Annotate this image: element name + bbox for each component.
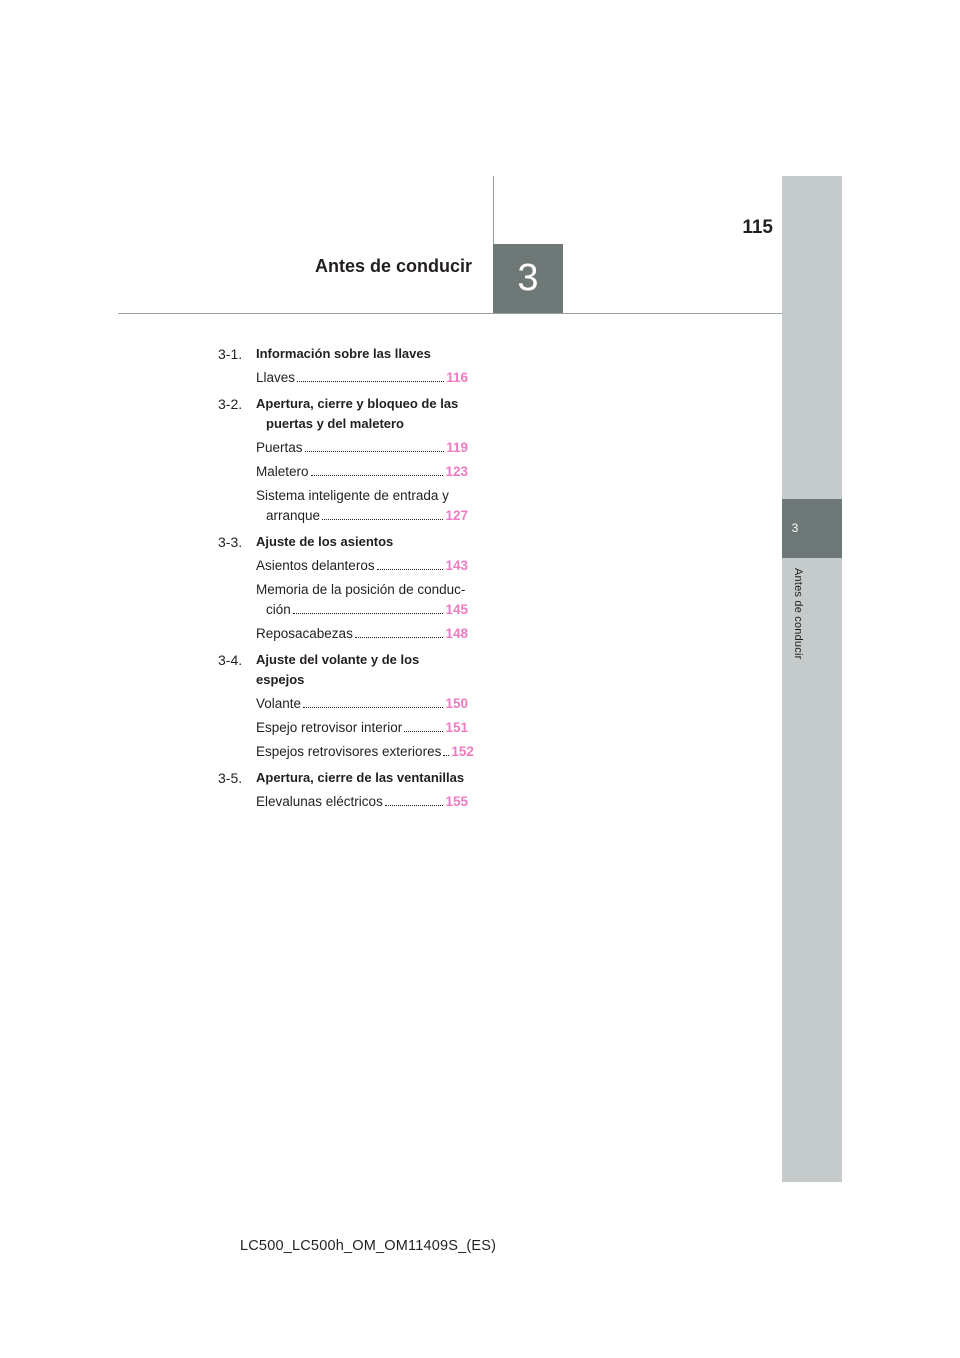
entry-text-line: Espejo retrovisor interior	[256, 720, 403, 735]
header-vertical-rule	[493, 176, 494, 245]
dot-leader	[443, 755, 449, 756]
side-chapter-label: Antes de conducir	[792, 568, 804, 660]
toc-entry[interactable]	[256, 624, 468, 644]
header-horizontal-rule	[118, 313, 782, 314]
toc-entry[interactable]	[256, 694, 468, 714]
entry-page-link[interactable]: 148	[445, 626, 468, 641]
dot-leader	[355, 637, 444, 638]
side-thumb-bar	[782, 176, 842, 1182]
toc-entry[interactable]	[256, 368, 468, 388]
section-title	[256, 650, 468, 690]
section-title	[256, 768, 468, 788]
document-code: LC500_LC500h_OM_OM11409S_(ES)	[240, 1238, 497, 1254]
section-title-line: Ajuste del volante y de los espejos	[256, 652, 420, 687]
toc-entry[interactable]	[256, 556, 468, 576]
toc-entry[interactable]	[256, 742, 474, 762]
dot-leader	[322, 519, 443, 520]
chapter-title: Antes de conducir	[314, 256, 472, 276]
entry-page-link[interactable]: 119	[446, 440, 468, 455]
side-chapter-number: 3	[791, 521, 799, 535]
section-title-line: Ajuste de los asientos	[256, 534, 394, 549]
dot-leader	[377, 569, 444, 570]
section-number: 3-1.	[218, 346, 243, 362]
toc-entry[interactable]	[256, 438, 468, 458]
toc-section	[218, 650, 474, 762]
entry-page-link[interactable]: 123	[445, 464, 468, 479]
dot-leader	[297, 381, 444, 382]
dot-leader	[305, 451, 445, 452]
toc-section	[218, 344, 468, 388]
entry-page-link[interactable]: 155	[445, 794, 468, 809]
section-number: 3-4.	[218, 652, 243, 668]
dot-leader	[385, 805, 444, 806]
section-heading[interactable]	[218, 394, 468, 434]
chapter-number-box: 3	[493, 244, 563, 313]
entry-text-line: Espejos retrovisores exteriores	[256, 744, 442, 759]
entry-page-link[interactable]: 145	[445, 602, 468, 617]
entry-page-link[interactable]: 116	[446, 370, 468, 385]
toc-entry[interactable]	[256, 462, 468, 482]
entry-text-line: Puertas	[256, 440, 303, 455]
entry-text-line: Memoria de la posición de conduc-	[256, 582, 466, 597]
dot-leader	[303, 707, 443, 708]
section-number: 3-3.	[218, 534, 243, 550]
entry-page-link[interactable]: 152	[451, 744, 474, 759]
entry-text-line: ción	[266, 602, 291, 617]
section-heading[interactable]	[218, 532, 468, 552]
dot-leader	[311, 475, 444, 476]
entry-text-line: Reposacabezas	[256, 626, 353, 641]
section-title-line: puertas y del maletero	[266, 416, 404, 431]
toc-section	[218, 394, 468, 526]
section-number: 3-2.	[218, 396, 243, 412]
toc-entry[interactable]	[256, 580, 468, 620]
entry-text-line: Sistema inteligente de entrada y	[256, 488, 449, 503]
table-of-contents	[218, 344, 474, 818]
section-title	[256, 344, 468, 364]
entry-text-line: Llaves	[256, 370, 296, 385]
dot-leader	[404, 731, 443, 732]
section-heading[interactable]	[218, 768, 468, 788]
entry-page-link[interactable]: 150	[445, 696, 468, 711]
dot-leader	[293, 613, 444, 614]
section-title-line: Información sobre las llaves	[256, 346, 431, 361]
entry-text-line: Maletero	[256, 464, 309, 479]
toc-section	[218, 768, 468, 812]
entry-page-link[interactable]: 127	[445, 508, 468, 523]
entry-page-link[interactable]: 143	[445, 558, 468, 573]
entry-text-line: Elevalunas eléctricos	[256, 794, 383, 809]
toc-entry[interactable]	[256, 792, 468, 812]
page-number: 115	[742, 217, 773, 238]
entry-text-line: Volante	[256, 696, 302, 711]
section-title-line: Apertura, cierre y bloqueo de las	[256, 396, 459, 411]
section-heading[interactable]	[218, 650, 468, 690]
entry-text-line: arranque	[266, 508, 321, 523]
entry-text-line: Asientos delanteros	[256, 558, 375, 573]
toc-section	[218, 532, 468, 644]
section-title-line: Apertura, cierre de las ventanillas	[256, 770, 465, 785]
section-number: 3-5.	[218, 770, 243, 786]
section-title	[256, 532, 468, 552]
toc-entry[interactable]	[256, 718, 468, 738]
toc-entry[interactable]	[256, 486, 468, 526]
section-heading[interactable]	[218, 344, 468, 364]
section-title	[256, 394, 468, 434]
entry-page-link[interactable]: 151	[445, 720, 468, 735]
